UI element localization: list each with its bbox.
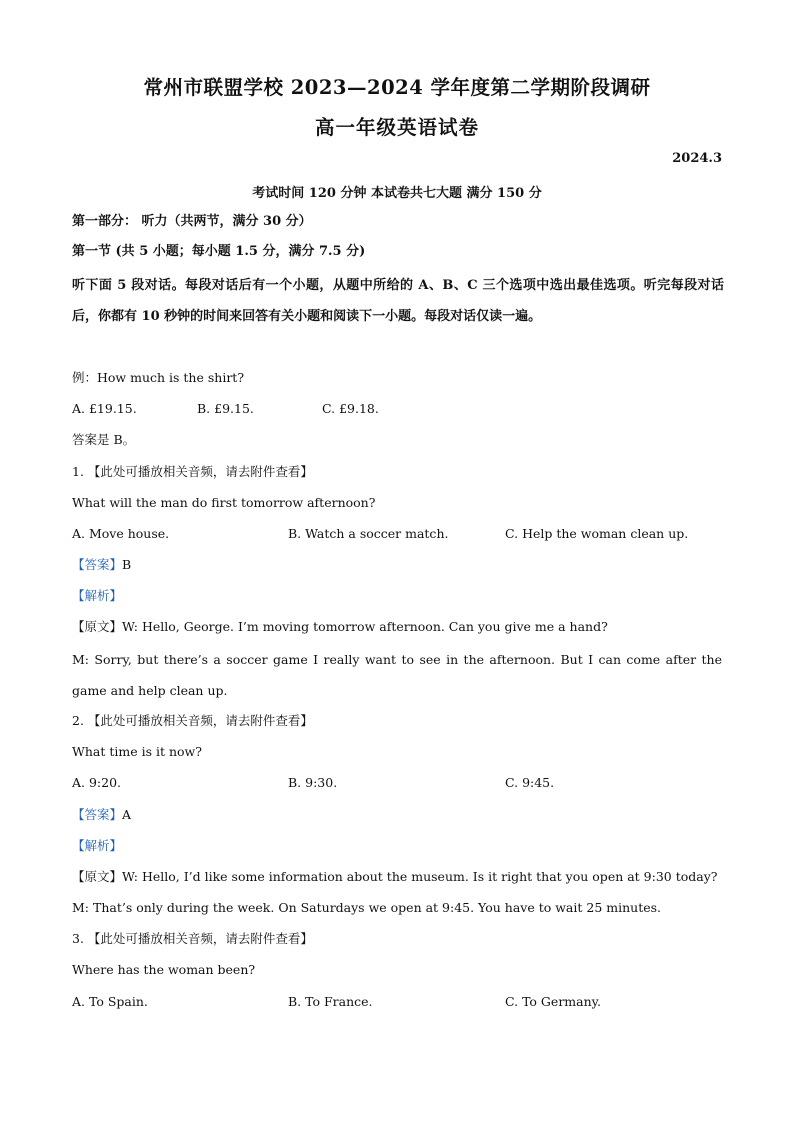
question-2-analysis-tag: 【解析】 bbox=[72, 838, 123, 853]
answer-tag: 【答案】 bbox=[72, 807, 123, 822]
question-1-option-c: C. Help the woman clean up. bbox=[505, 526, 689, 541]
example-option-b: B. £9.15. bbox=[197, 401, 254, 416]
transcript-tag: 【原文】 bbox=[72, 869, 123, 884]
exam-date: 2024.3 bbox=[672, 151, 722, 166]
section-subtitle: 第一节 (共 5 小题；每小题 1.5 分，满分 7.5 分) bbox=[72, 244, 366, 259]
answer-value: B bbox=[122, 557, 132, 572]
example-answer: 答案是 B。 bbox=[72, 432, 136, 447]
question-number: 3. bbox=[72, 931, 84, 946]
question-2-option-a: A. 9:20. bbox=[72, 775, 122, 790]
question-3-option-c: C. To Germany. bbox=[505, 994, 602, 1009]
question-1-option-a: A. Move house. bbox=[72, 526, 170, 541]
question-2-transcript-w bbox=[72, 869, 718, 885]
example-question: 例：How much is the shirt? bbox=[72, 370, 245, 385]
audio-note: 【此处可播放相关音频，请去附件查看】 bbox=[87, 464, 313, 479]
question-3-option-b: B. To France. bbox=[288, 994, 373, 1009]
instructions: 听下面 5 段对话。每段对话后有一个小题，从题中所给的 A、B、C 三个选项中选出最佳选项。听完每段对话后，你都有 10 秒钟的时间来回答有关小题和阅读下一小题。每段对话仅读一遍。 bbox=[72, 278, 724, 324]
audio-note: 【此处可播放相关音频，请去附件查看】 bbox=[87, 713, 313, 728]
question-1-transcript-w bbox=[72, 619, 608, 635]
transcript-tag: 【原文】 bbox=[72, 619, 123, 634]
question-1-option-b: B. Watch a soccer match. bbox=[288, 526, 449, 541]
answer-value: A bbox=[122, 807, 132, 822]
transcript-line: W: Hello, I’d like some information about the museum. Is it right that you open at 9:30 today? bbox=[122, 869, 718, 884]
exam-title: 常州市联盟学校 2023—2024 学年度第二学期阶段调研 bbox=[143, 76, 651, 99]
question-1-transcript-m: M: Sorry, but there’s a soccer game I really want to see in the afternoon. But I can come after the game and help clean up. bbox=[72, 652, 722, 698]
question-number: 1. bbox=[72, 464, 84, 479]
answer-tag: 【答案】 bbox=[72, 557, 123, 572]
question-1-analysis-tag: 【解析】 bbox=[72, 588, 123, 603]
question-1-text: What will the man do first tomorrow afternoon? bbox=[72, 495, 376, 510]
question-2-text: What time is it now? bbox=[72, 744, 202, 759]
question-2-transcript-m: M: That’s only during the week. On Saturdays we open at 9:45. You have to wait 25 minutes. bbox=[72, 900, 662, 915]
exam-subtitle: 高一年级英语试卷 bbox=[314, 116, 479, 139]
question-3-option-a: A. To Spain. bbox=[72, 994, 148, 1009]
question-1-header bbox=[72, 464, 313, 480]
example-option-a: A. £19.15. bbox=[72, 401, 137, 416]
example-option-c: C. £9.18. bbox=[322, 401, 379, 416]
question-2-option-c: C. 9:45. bbox=[505, 775, 555, 790]
transcript-line: W: Hello, George. I’m moving tomorrow afternoon. Can you give me a hand? bbox=[122, 619, 608, 634]
question-2-answer bbox=[72, 807, 131, 823]
exam-info: 考试时间 120 分钟 本试卷共七大题 满分 150 分 bbox=[252, 186, 542, 201]
question-2-header bbox=[72, 713, 313, 729]
question-1-answer bbox=[72, 557, 131, 573]
question-3-header bbox=[72, 931, 313, 947]
question-3-text: Where has the woman been? bbox=[72, 962, 256, 977]
question-2-option-b: B. 9:30. bbox=[288, 775, 338, 790]
audio-note: 【此处可播放相关音频，请去附件查看】 bbox=[87, 931, 313, 946]
part-title: 第一部分： 听力（共两节，满分 30 分） bbox=[72, 214, 312, 229]
question-number: 2. bbox=[72, 713, 84, 728]
